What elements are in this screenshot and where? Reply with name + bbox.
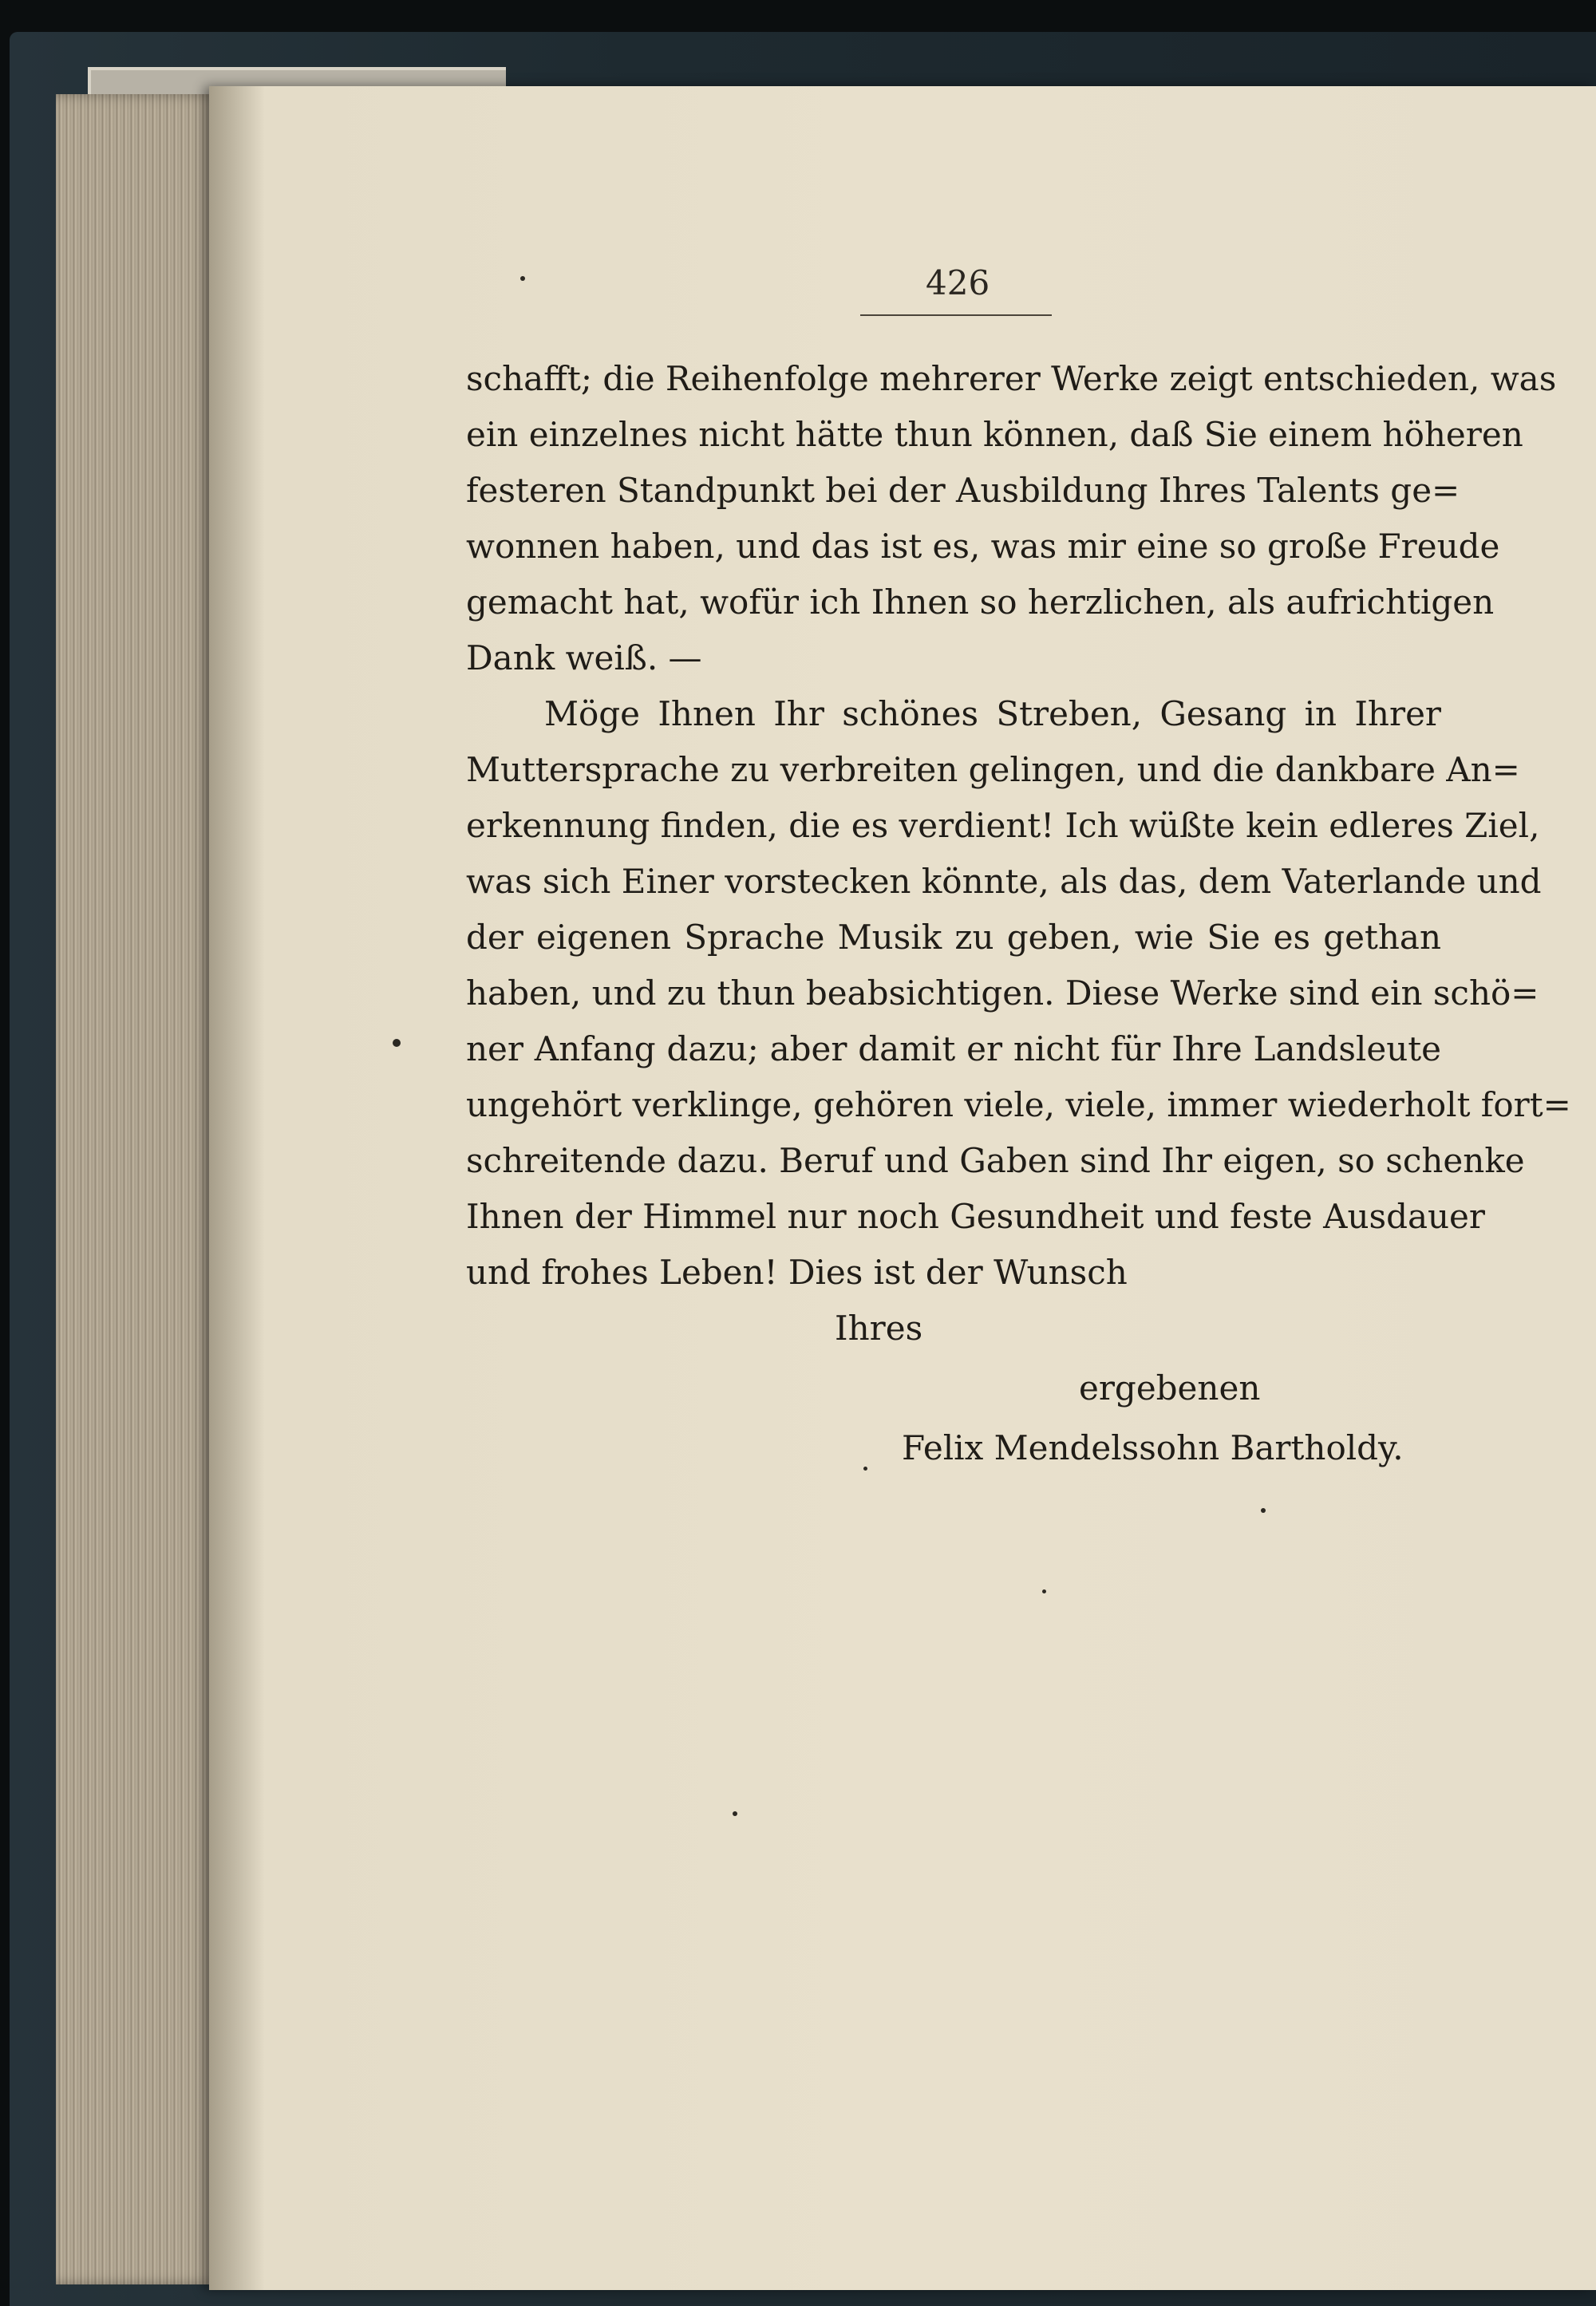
ink-dot xyxy=(1042,1589,1046,1593)
text-line: ein einzelnes nicht hätte thun können, daß Sie einem höheren xyxy=(466,415,1523,454)
text-line: und frohes Leben! Dies ist der Wunsch xyxy=(466,1253,1128,1292)
ink-dot xyxy=(733,1811,737,1816)
body-text xyxy=(466,351,1571,1301)
text-line: schreitende dazu. Beruf und Gaben sind Ihr eigen, so schenke xyxy=(466,1141,1525,1180)
ink-dot xyxy=(863,1467,867,1471)
ink-dot xyxy=(1261,1508,1266,1513)
text-line: was sich Einer vorstecken könnte, als das, dem Vaterlande und xyxy=(466,862,1542,901)
closing-ergebenen: ergebenen xyxy=(1079,1368,1261,1408)
page-number: 426 xyxy=(926,263,990,302)
ink-dot xyxy=(393,1039,401,1047)
page-edges-stack xyxy=(56,94,223,2284)
header-rule xyxy=(860,314,1052,316)
text-line: Ihnen der Himmel nur noch Gesundheit und feste Ausdauer xyxy=(466,1197,1485,1236)
closing-ihres: Ihres xyxy=(835,1309,923,1348)
ink-dot xyxy=(520,276,525,281)
text-line: haben, und zu thun beabsichtigen. Diese Werke sind ein schö= xyxy=(466,973,1539,1013)
text-line: Möge Ihnen Ihr schönes Streben, Gesang in Ihrer xyxy=(544,694,1441,733)
gutter-shadow xyxy=(209,86,265,2290)
text-line: erkennung finden, die es verdient! Ich wüßte kein edleres Ziel, xyxy=(466,806,1540,845)
text-line: gemacht hat, wofür ich Ihnen so herzlichen, als aufrichtigen xyxy=(466,582,1495,622)
text-line: der eigenen Sprache Musik zu geben, wie Sie es gethan xyxy=(466,918,1441,957)
text-line: Muttersprache zu verbreiten gelingen, und die dankbare An= xyxy=(466,750,1520,789)
text-line: festeren Standpunkt bei der Ausbildung Ihres Talents ge= xyxy=(466,471,1460,510)
text-line: wonnen haben, und das ist es, was mir eine so große Freude xyxy=(466,527,1500,566)
text-line: ungehört verklinge, gehören viele, viele, immer wiederholt fort= xyxy=(466,1085,1571,1124)
signature: Felix Mendelssohn Bartholdy. xyxy=(902,1428,1404,1467)
text-line: Dank weiß. — xyxy=(466,638,702,677)
text-line: schafft; die Reihenfolge mehrerer Werke zeigt entschieden, was xyxy=(466,359,1557,398)
text-line: ner Anfang dazu; aber damit er nicht für Ihre Landsleute xyxy=(466,1029,1441,1068)
